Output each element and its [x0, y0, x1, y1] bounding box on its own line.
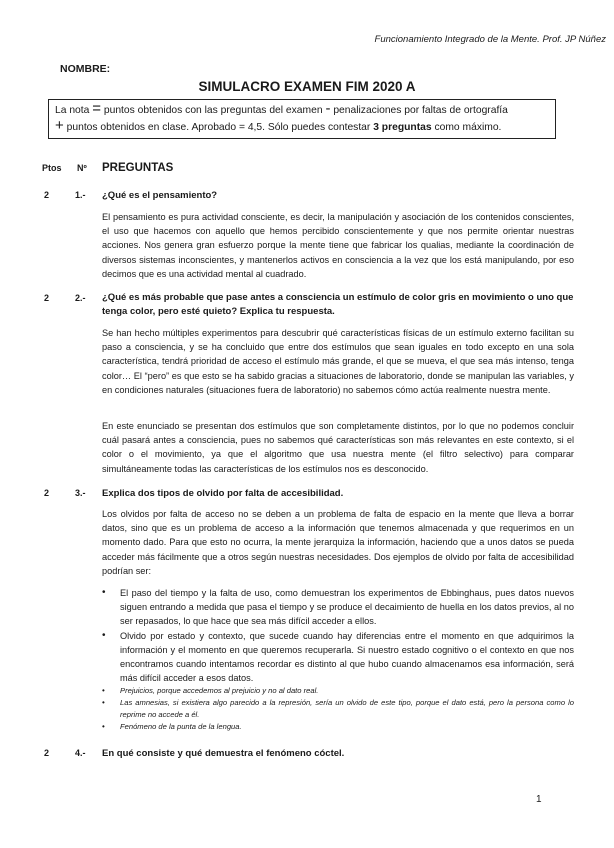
answer-bullet-list: [102, 586, 574, 733]
note-bold-limit: 3 preguntas: [373, 122, 432, 133]
equals-sign: =: [92, 100, 101, 117]
nombre-label: NOMBRE:: [60, 63, 111, 75]
question-text: En qué consiste y qué demuestra el fenómeno cóctel.: [102, 748, 345, 759]
grading-note-box: [48, 99, 556, 139]
bullet-text: El paso del tiempo y la falta de uso, como demuestran los experimentos de Ebbinghaus, pues datos nuevos siguen entrando a medida que pasa el tiempo y se produce el decaimiento de huella en los datos previos, al no ser repasados, lo que hace que sea más difícil acceder a ellos.: [120, 588, 574, 627]
question-points: 2: [44, 190, 50, 200]
page-number: 1: [536, 794, 542, 805]
question-text: ¿Qué es más probable que pase antes a consciencia un estímulo de color gris en movimiento o uno que tenga color, pero esté quieto? Explica tu respuesta.: [102, 292, 574, 317]
answer-paragraph: El pensamiento es pura actividad consciente, es decir, la manipulación y asociación de los contenidos conscientes, el uso que hacemos con aquello que hemos percibido conscientemente y que nos permite orientar nuestras acciones. Nos genera gran esfuerzo porque la mente tiene que fabricar los qualias, mediante la coordinación de diversos sistemas inconscientes, y mantenerlos activos en consciencia a la vez que los está manipulando, por eso decimos que es una actividad mental al cuadrado.: [102, 212, 574, 279]
question-points: 2: [44, 748, 50, 758]
list-item: [102, 685, 574, 697]
bullet-icon: •: [102, 587, 106, 598]
bullet-icon: •: [102, 629, 106, 641]
question-points: 2: [44, 488, 50, 498]
question-text: ¿Qué es el pensamiento?: [102, 190, 218, 201]
note-text-1: La nota: [55, 105, 90, 116]
list-item: [102, 721, 574, 733]
question-number: 4.-: [75, 748, 86, 758]
answer-paragraph: Se han hecho múltiples experimentos para descubrir qué características físicas de un estímulo externo facilitan su paso a consciencia, y se ha concluido que entre dos estímulos que sean iguales en todo excepto en una sola característica, tendrá prioridad de acceso el estímulo más grande, el que se mueva, el que sea más intenso, tenga color… El “pero” es que esto se ha sabido gracias a situaciones de laboratorio, donde se manipulan las variables, y en condiciones naturales (situaciones fuera de laboratorio) no sabemos cómo actúa realmente nuestra mente.: [102, 328, 574, 395]
minus-sign: -: [325, 100, 331, 117]
column-header-preguntas: PREGUNTAS: [102, 162, 174, 174]
list-item: [102, 629, 574, 686]
question-text: Explica dos tipos de olvido por falta de accesibilidad.: [102, 488, 344, 499]
exam-title: SIMULACRO EXAMEN FIM 2020 A: [198, 79, 416, 94]
question-number: 1.-: [75, 190, 86, 200]
note-text-3: penalizaciones por faltas de ortografía: [333, 105, 508, 116]
question-number: 3.-: [75, 488, 86, 498]
list-item: [102, 586, 574, 629]
page-header: Funcionamiento Integrado de la Mente. Prof. JP Núñez: [374, 34, 606, 45]
bullet-icon: •: [102, 721, 105, 731]
answer-paragraph: Los olvidos por falta de acceso no se deben a un problema de falta de espacio en la mente que lleva a borrar datos, sino que es un problema de acceso a la información que tenemos almacenada y que requerimos en un momento dado. Para que esto no ocurra, la mente jerarquiza la información, haciendo que a unos datos se pueda acceder más fácilmente que a otros según nuestras necesidades. Dos ejemplos de olvido por falta de accesibilidad podrían ser:: [102, 509, 574, 576]
note-text-4: puntos obtenidos en clase. Aprobado = 4,5. Sólo puedes contestar: [66, 122, 371, 133]
bullet-text: Las amnesias, si existiera algo parecido a la represión, sería un olvido de este tipo, porque el dato está, pero la persona como lo reprime no accede a él.: [120, 698, 574, 720]
column-header-pts: Ptos: [42, 163, 62, 173]
bullet-text: Prejuicios, porque accedemos al prejuicio y no al dato real.: [120, 686, 319, 696]
bullet-icon: •: [102, 686, 105, 696]
plus-sign: +: [55, 117, 64, 134]
bullet-text: Olvido por estado y contexto, que sucede cuando hay diferencias entre el momento en que adquirimos la información y el momento en que queremos recuperarla. Si nuestro estado cognitivo o el contexto en que nos encontramos cuando intentamos recordar es distinto al que hubo cuando almacenamos esa información, será más difícil acceder a esos datos.: [120, 630, 574, 684]
bullet-icon: •: [102, 698, 105, 708]
note-text-5: como máximo.: [434, 122, 502, 133]
note-text-2: puntos obtenidos con las preguntas del examen: [103, 105, 323, 116]
list-item: [102, 697, 574, 721]
bullet-text: Fenómeno de la punta de la lengua.: [120, 721, 242, 731]
question-points: 2: [44, 293, 50, 303]
answer-paragraph: En este enunciado se presentan dos estímulos que son completamente distintos, por lo que no podemos concluir cuál pasará antes a consciencia, pues no sabemos qué características son más relevantes en este contexto, si el color o el movimiento, ya que el algoritmo que usa nuestra mente (el filtro selectivo) para comparar simultáneamente todas las características de los estímulos nos es desconocido.: [102, 421, 574, 474]
column-header-num: Nº: [77, 163, 87, 173]
question-number: 2.-: [75, 293, 86, 303]
